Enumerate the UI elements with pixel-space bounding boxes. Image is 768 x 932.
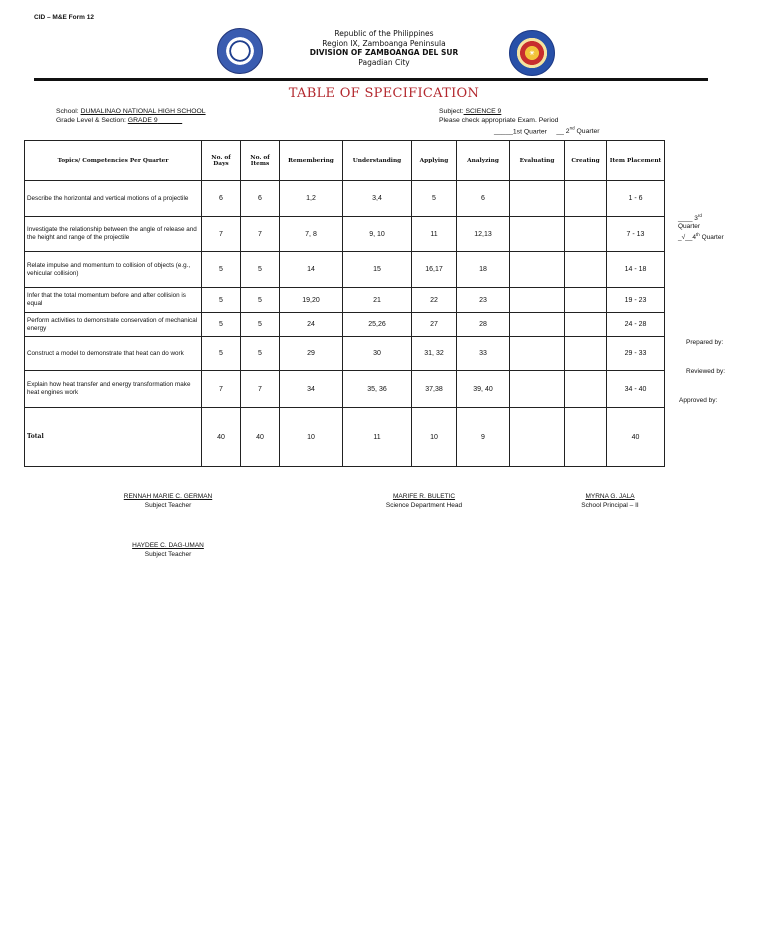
header-placement: Item Placement (607, 141, 665, 181)
header-evaluating: Evaluating (510, 141, 565, 181)
cell-understanding: 21 (343, 288, 412, 313)
cell-topic: Perform activities to demonstrate conservation of mechanical energy (25, 313, 202, 337)
quarter-3-4-options: ____ 3rd Quarter _√__4th Quarter (678, 213, 724, 242)
cell-items: 5 (241, 313, 280, 337)
total-row (25, 408, 665, 467)
signatory-approved (530, 493, 690, 510)
header-city: Pagadian City (358, 57, 410, 67)
cell-evaluating (510, 337, 565, 371)
quarter-1-option: _____1st Quarter (494, 128, 547, 136)
cell-days: 6 (202, 181, 241, 217)
total-label: Total (25, 408, 202, 467)
cell-analyzing: 23 (457, 288, 510, 313)
cell-remembering: 1,2 (280, 181, 343, 217)
table-row (25, 181, 665, 217)
header-applying: Applying (412, 141, 457, 181)
cell-remembering: 7, 8 (280, 217, 343, 252)
cell-items: 6 (241, 181, 280, 217)
cell-understanding: 15 (343, 252, 412, 288)
exam-period-label: Please check appropriate Exam. Period (439, 116, 559, 124)
signatory-reviewed (344, 493, 504, 510)
cell-applying: 37,38 (412, 371, 457, 408)
cell-creating (565, 252, 607, 288)
header-remembering: Remembering (280, 141, 343, 181)
division-seal-logo: ☀ (509, 30, 555, 76)
form-code: CID – M&E Form 12 (34, 14, 94, 21)
cell-analyzing: 28 (457, 313, 510, 337)
cell-applying: 16,17 (412, 252, 457, 288)
header-region: Region IX, Zamboanga Peninsula (322, 38, 446, 48)
quarter-2-option: __ 2nd Quarter (556, 126, 600, 136)
total-items: 40 (241, 408, 280, 467)
cell-applying: 5 (412, 181, 457, 217)
signatory-name: MYRNA G. JALA (585, 493, 635, 500)
cell-understanding: 30 (343, 337, 412, 371)
header-division: DIVISION OF ZAMBOANGA DEL SUR (309, 48, 459, 57)
cell-creating (565, 288, 607, 313)
subject-label: Subject: (439, 108, 464, 115)
total-evaluating (510, 408, 565, 467)
signatory-role: Science Department Head (385, 501, 463, 509)
cell-placement: 29 - 33 (607, 337, 665, 371)
header-topics: Topics/ Competencies Per Quarter (25, 141, 202, 181)
signatory-prepared-2 (88, 542, 248, 559)
deped-seal-logo: ★ (217, 28, 263, 74)
table-row (25, 252, 665, 288)
grade-value: GRADE 9 (127, 116, 158, 124)
signatory-name: HAYDEE C. DAG-UMAN (132, 542, 204, 549)
cell-placement: 7 - 13 (607, 217, 665, 252)
total-remembering: 10 (280, 408, 343, 467)
cell-creating (565, 181, 607, 217)
school-label: School: (56, 108, 81, 115)
total-days: 40 (202, 408, 241, 467)
cell-placement: 19 - 23 (607, 288, 665, 313)
cell-items: 5 (241, 337, 280, 371)
cell-creating (565, 313, 607, 337)
cell-evaluating (510, 181, 565, 217)
cell-analyzing: 39, 40 (457, 371, 510, 408)
table-row (25, 217, 665, 252)
total-understanding: 11 (343, 408, 412, 467)
subject-value: SCIENCE 9 (463, 108, 502, 115)
cell-days: 7 (202, 371, 241, 408)
cell-creating (565, 337, 607, 371)
cell-remembering: 24 (280, 313, 343, 337)
cell-days: 5 (202, 288, 241, 313)
header-creating: Creating (565, 141, 607, 181)
cell-evaluating (510, 313, 565, 337)
table-row (25, 337, 665, 371)
cell-days: 7 (202, 217, 241, 252)
cell-analyzing: 33 (457, 337, 510, 371)
header-understanding: Understanding (343, 141, 412, 181)
total-analyzing: 9 (457, 408, 510, 467)
school-value: DUMALINAO NATIONAL HIGH SCHOOL (80, 108, 206, 115)
cell-days: 5 (202, 313, 241, 337)
total-placement: 40 (607, 408, 665, 467)
prepared-by-label: Prepared by: (686, 339, 724, 346)
cell-topic: Explain how heat transfer and energy transformation make heat engines work (25, 371, 202, 408)
cell-days: 5 (202, 337, 241, 371)
cell-evaluating (510, 371, 565, 408)
cell-remembering: 19,20 (280, 288, 343, 313)
cell-creating (565, 371, 607, 408)
cell-understanding: 35, 36 (343, 371, 412, 408)
header-days: No. of Days (202, 141, 241, 181)
approved-by-label: Approved by: (679, 397, 718, 404)
header-items: No. of Items (241, 141, 280, 181)
cell-remembering: 14 (280, 252, 343, 288)
cell-placement: 1 - 6 (607, 181, 665, 217)
cell-evaluating (510, 252, 565, 288)
cell-applying: 31, 32 (412, 337, 457, 371)
reviewed-by-label: Reviewed by: (686, 368, 726, 375)
cell-understanding: 25,26 (343, 313, 412, 337)
cell-analyzing: 6 (457, 181, 510, 217)
signatory-role: Subject Teacher (144, 501, 192, 509)
cell-topic: Describe the horizontal and vertical motions of a projectile (25, 181, 202, 217)
cell-understanding: 9, 10 (343, 217, 412, 252)
table-row (25, 288, 665, 313)
cell-evaluating (510, 217, 565, 252)
page-title: TABLE OF SPECIFICATION (288, 86, 480, 101)
table-row (25, 313, 665, 337)
cell-items: 5 (241, 252, 280, 288)
cell-placement: 14 - 18 (607, 252, 665, 288)
cell-applying: 11 (412, 217, 457, 252)
cell-analyzing: 12,13 (457, 217, 510, 252)
school-info (56, 108, 206, 125)
total-creating (565, 408, 607, 467)
cell-items: 5 (241, 288, 280, 313)
cell-creating (565, 217, 607, 252)
cell-items: 7 (241, 217, 280, 252)
cell-items: 7 (241, 371, 280, 408)
cell-topic: Relate impulse and momentum to collision of objects (e.g., vehicular collision) (25, 252, 202, 288)
cell-topic: Infer that the total momentum before and after collision is equal (25, 288, 202, 313)
cell-remembering: 29 (280, 337, 343, 371)
cell-placement: 24 - 28 (607, 313, 665, 337)
document-header (0, 29, 768, 67)
header-republic: Republic of the Philippines (334, 29, 434, 38)
table-row (25, 371, 665, 408)
cell-understanding: 3,4 (343, 181, 412, 217)
signatory-name: RENNAH MARIE C. GERMAN (123, 493, 213, 500)
specification-table (24, 140, 665, 467)
cell-topic: Investigate the relationship between the angle of release and the height and range of the projectile (25, 217, 202, 252)
subject-info (439, 108, 600, 137)
header-analyzing: Analyzing (457, 141, 510, 181)
signatory-role: School Principal – II (581, 501, 639, 509)
table-header-row (25, 141, 665, 181)
signatory-role: Subject Teacher (144, 550, 192, 558)
cell-remembering: 34 (280, 371, 343, 408)
grade-label: Grade Level & Section: (56, 116, 128, 124)
cell-analyzing: 18 (457, 252, 510, 288)
signatory-prepared (88, 493, 248, 510)
total-applying: 10 (412, 408, 457, 467)
cell-days: 5 (202, 252, 241, 288)
cell-placement: 34 - 40 (607, 371, 665, 408)
cell-applying: 22 (412, 288, 457, 313)
cell-evaluating (510, 288, 565, 313)
signatory-name: MARIFE R. BULETIC (392, 493, 456, 500)
cell-applying: 27 (412, 313, 457, 337)
header-divider (34, 78, 708, 81)
cell-topic: Construct a model to demonstrate that heat can do work (25, 337, 202, 371)
